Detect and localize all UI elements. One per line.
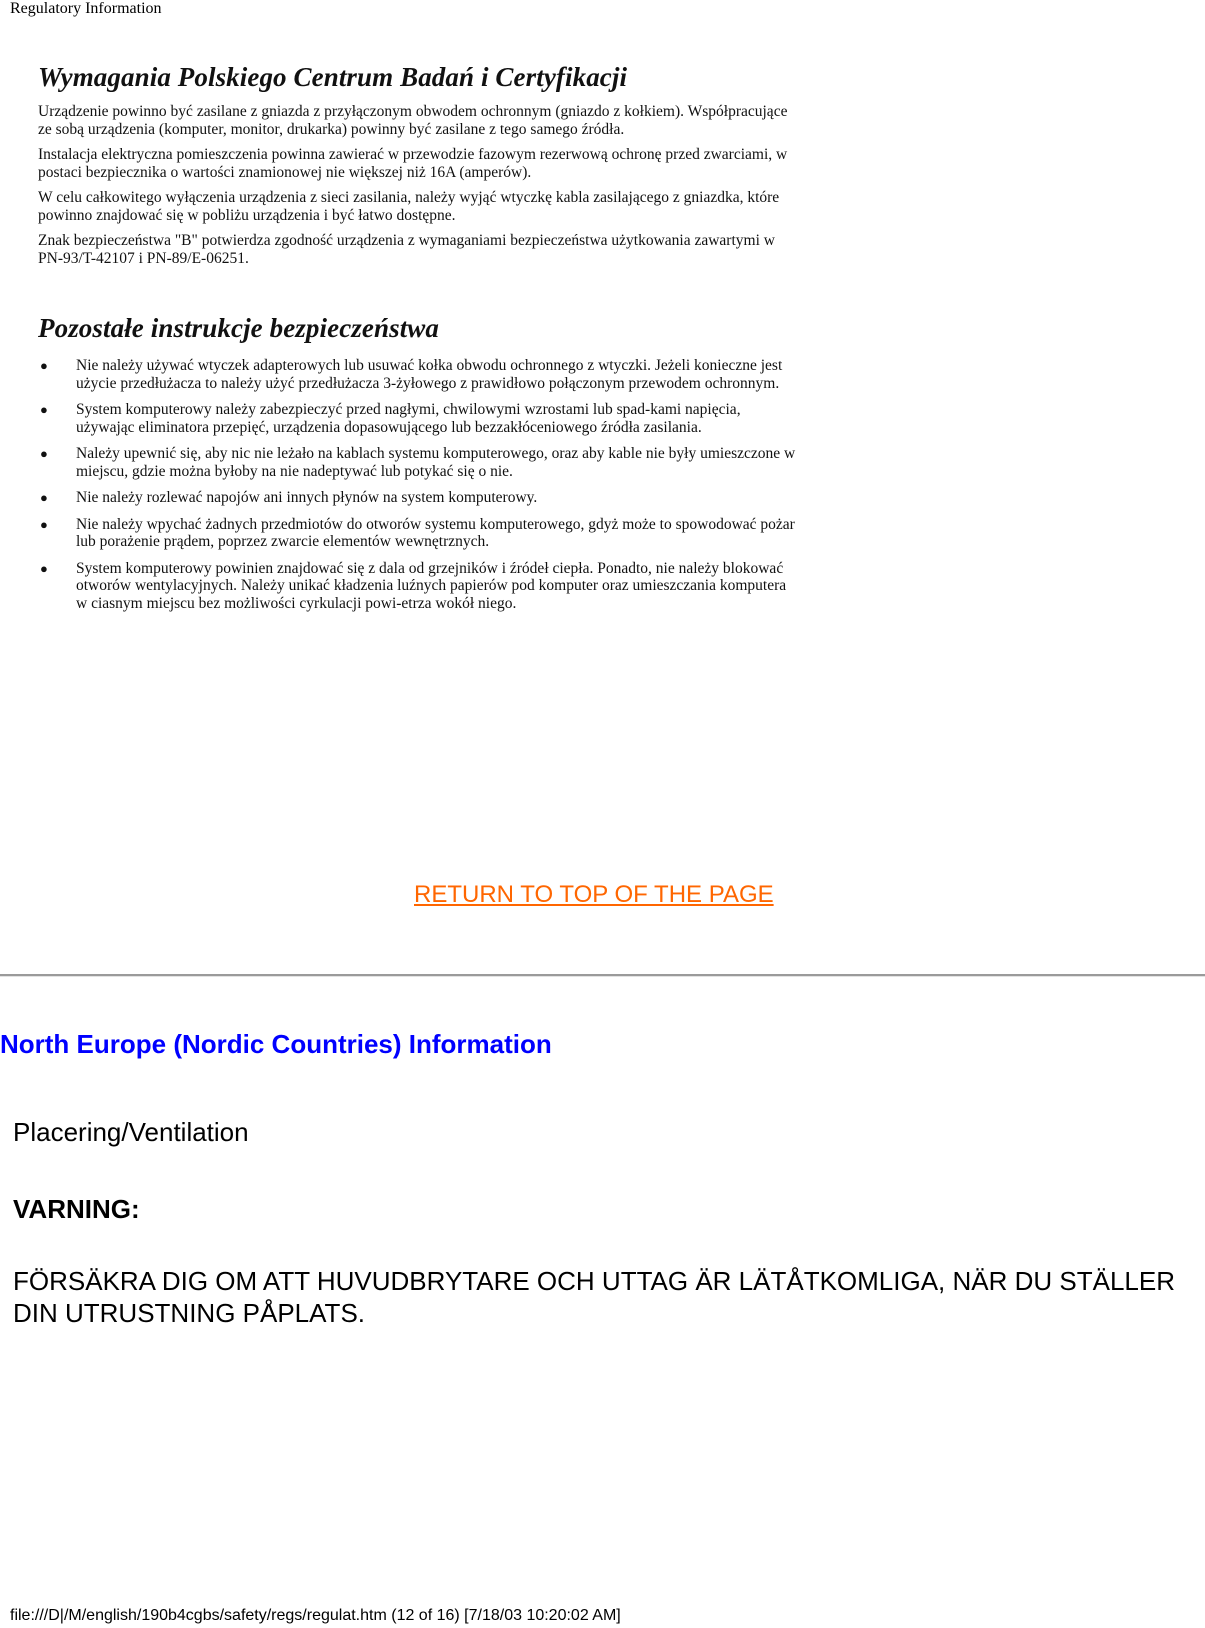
list-item: ● Należy upewnić się, aby nic nie leżało na kablach systemu komputerowego, oraz aby kable nie były umieszczone w miejscu, gdzie można byłoby na nie nadeptywać lub potykać się o nie. [40,445,796,480]
polish-paragraph: Urządzenie powinno być zasilane z gniazda z przyłączonym obwodem ochronnym (gniazdo z kołkiem). Współpracujące ze sobą urządzenia (komputer, monitor, drukarka) powinny być zasilane z tego samego źródła. [38,103,788,138]
scanned-polish-regulations [38,58,798,621]
list-item: ● System komputerowy należy zabezpieczyć przed nagłymi, chwilowymi wzrostami lub spad-kami napięcia, używając eliminatora przepięć, urządzenia dopasowującego lub bezzakłóceniowego źródła zasilania. [40,401,741,436]
polish-certification-title: Wymagania Polskiego Centrum Badań i Certyfikacji [38,62,628,92]
polish-paragraph: Znak bezpieczeństwa "B" potwierdza zgodność urządzenia z wymaganiami bezpieczeństwa użytkowania zawartymi w PN-93/T-42107 i PN-89/E-06251. [38,232,775,267]
list-item: ● Nie należy używać wtyczek adapterowych lub usuwać kołka obwodu ochronnego z wtyczki. Jeżeli konieczne jest użycie przedłużacza to należy użyć przedłużacza 3-żyłowego z prawidłowo połączonym przewodem ochronnym. [40,357,783,392]
bullet-icon: ● [40,516,48,532]
bullet-icon: ● [40,560,48,576]
polish-paragraph: Instalacja elektryczna pomieszczenia powinna zawierać w przewodzie fazowym rezerwową ochronę przed zwarciami, w postaci bezpiecznika o wartości znamionowej nie większej niż 16A (amperów). [38,146,788,181]
horizontal-divider [0,974,1205,977]
bullet-icon: ● [40,402,48,417]
print-footer-path: file:///D|/M/english/190b4cgbs/safety/regs/regulat.htm (12 of 16) [7/18/03 10:20:02 AM] [10,1607,621,1624]
bullet-icon: ● [40,490,48,505]
return-to-top-link[interactable]: RETURN TO TOP OF THE PAGE [414,881,774,908]
placement-ventilation-subtitle: Placering/Ventilation [13,1117,249,1147]
polish-safety-title: Pozostałe instrukcje bezpieczeństwa [38,313,439,343]
bullet-icon: ● [40,358,48,373]
polish-safety-list [38,357,798,612]
nordic-section-heading: North Europe (Nordic Countries) Information [0,1029,552,1059]
list-item: ● Nie należy wpychać żadnych przedmiotów do otworów systemu komputerowego, gdyż może to spowodować pożar lub porażenie prądem, poprzez zwarcie elementów wewnętrznych. [40,515,795,550]
polish-paragraph: W celu całkowitego wyłączenia urządzenia z sieci zasilania, należy wyjąć wtyczkę kabla zasilającego z gniazdka, które powinno znajdować się w pobliżu urządzenia i być łatwo dostępne. [38,189,780,224]
bullet-icon: ● [40,446,48,461]
list-item: ● System komputerowy powinien znajdować się z dala od grzejników i źródeł ciepła. Ponadto, nie należy blokować otworów wentylacyjnych. Należy unikać kładzenia luźnych papierów pod komputer oraz umieszczania komputera w ciasnym miejscu bez możliwości cyrkulacji powi-etrza wokół niego. [40,559,787,612]
warning-label: VARNING: [13,1194,140,1224]
warning-text: FÖRSÄKRA DIG OM ATT HUVUDBRYTARE OCH UTTAG ÄR LÄTÅTKOMLIGA, NÄR DU STÄLLER DIN UTRUSTNING PÅPLATS. [13,1266,1176,1328]
list-item: ● Nie należy rozlewać napojów ani innych płynów na system komputerowy. [40,489,538,506]
print-header: Regulatory Information [10,0,162,17]
